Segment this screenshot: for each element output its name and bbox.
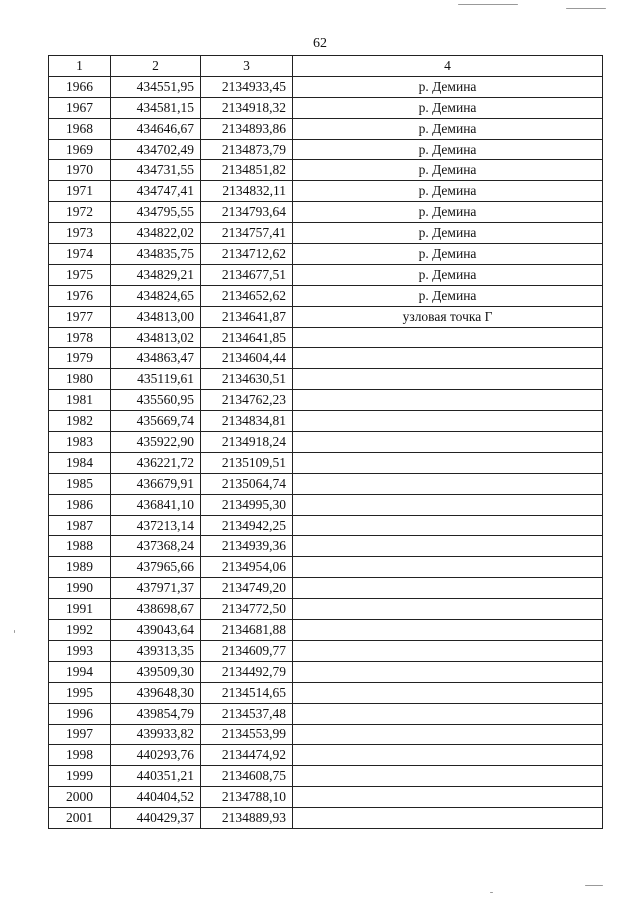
x-coordinate-cell: 438698,67 — [111, 599, 201, 620]
description-cell — [293, 536, 603, 557]
column-header-point-number: 1 — [49, 56, 111, 77]
point-number-cell: 1973 — [49, 223, 111, 244]
point-number-cell: 1990 — [49, 578, 111, 599]
x-coordinate-cell: 434813,02 — [111, 327, 201, 348]
x-coordinate-cell: 440293,76 — [111, 745, 201, 766]
description-cell: узловая точка Г — [293, 306, 603, 327]
x-coordinate-cell: 434646,67 — [111, 118, 201, 139]
point-number-cell: 1992 — [49, 620, 111, 641]
x-coordinate-cell: 439854,79 — [111, 703, 201, 724]
y-coordinate-cell: 2134834,81 — [201, 411, 293, 432]
table-row — [49, 76, 603, 97]
description-cell — [293, 578, 603, 599]
description-cell: р. Демина — [293, 264, 603, 285]
y-coordinate-cell: 2134474,92 — [201, 745, 293, 766]
point-number-cell: 1969 — [49, 139, 111, 160]
table-row — [49, 118, 603, 139]
point-number-cell: 2001 — [49, 808, 111, 829]
column-header-description: 4 — [293, 56, 603, 77]
point-number-cell: 1988 — [49, 536, 111, 557]
table-row — [49, 640, 603, 661]
scan-speck — [566, 8, 606, 9]
y-coordinate-cell: 2134749,20 — [201, 578, 293, 599]
x-coordinate-cell: 437213,14 — [111, 515, 201, 536]
y-coordinate-cell: 2134641,85 — [201, 327, 293, 348]
description-cell — [293, 411, 603, 432]
y-coordinate-cell: 2134652,62 — [201, 285, 293, 306]
description-cell — [293, 473, 603, 494]
point-number-cell: 1989 — [49, 557, 111, 578]
y-coordinate-cell: 2134681,88 — [201, 620, 293, 641]
point-number-cell: 2000 — [49, 787, 111, 808]
y-coordinate-cell: 2135064,74 — [201, 473, 293, 494]
point-number-cell: 1967 — [49, 97, 111, 118]
table-row — [49, 411, 603, 432]
table-row — [49, 432, 603, 453]
table-row — [49, 557, 603, 578]
description-cell — [293, 515, 603, 536]
point-number-cell: 1966 — [49, 76, 111, 97]
table-row — [49, 181, 603, 202]
table-row — [49, 306, 603, 327]
table-row — [49, 285, 603, 306]
table-row — [49, 369, 603, 390]
point-number-cell: 1974 — [49, 244, 111, 265]
page-number: 62 — [313, 36, 327, 51]
description-cell — [293, 745, 603, 766]
table-row — [49, 745, 603, 766]
x-coordinate-cell: 440351,21 — [111, 766, 201, 787]
point-number-cell: 1995 — [49, 682, 111, 703]
y-coordinate-cell: 2134537,48 — [201, 703, 293, 724]
y-coordinate-cell: 2134772,50 — [201, 599, 293, 620]
y-coordinate-cell: 2134995,30 — [201, 494, 293, 515]
point-number-cell: 1984 — [49, 452, 111, 473]
description-cell — [293, 661, 603, 682]
description-cell — [293, 620, 603, 641]
description-cell — [293, 348, 603, 369]
x-coordinate-cell: 439313,35 — [111, 640, 201, 661]
y-coordinate-cell: 2134918,24 — [201, 432, 293, 453]
y-coordinate-cell: 2134641,87 — [201, 306, 293, 327]
description-cell — [293, 452, 603, 473]
description-cell: р. Демина — [293, 118, 603, 139]
point-number-cell: 1983 — [49, 432, 111, 453]
y-coordinate-cell: 2134757,41 — [201, 223, 293, 244]
point-number-cell: 1968 — [49, 118, 111, 139]
table-row — [49, 661, 603, 682]
description-cell — [293, 327, 603, 348]
x-coordinate-cell: 434747,41 — [111, 181, 201, 202]
table-row — [49, 599, 603, 620]
x-coordinate-cell: 434702,49 — [111, 139, 201, 160]
table-row — [49, 787, 603, 808]
description-cell: р. Демина — [293, 244, 603, 265]
y-coordinate-cell: 2134762,23 — [201, 390, 293, 411]
point-number-cell: 1971 — [49, 181, 111, 202]
point-number-cell: 1986 — [49, 494, 111, 515]
table-row — [49, 494, 603, 515]
coordinates-table — [48, 55, 603, 829]
description-cell: р. Демина — [293, 285, 603, 306]
y-coordinate-cell: 2134893,86 — [201, 118, 293, 139]
description-cell — [293, 808, 603, 829]
point-number-cell: 1998 — [49, 745, 111, 766]
x-coordinate-cell: 434829,21 — [111, 264, 201, 285]
table-row — [49, 139, 603, 160]
y-coordinate-cell: 2135109,51 — [201, 452, 293, 473]
description-cell: р. Демина — [293, 160, 603, 181]
table-row — [49, 620, 603, 641]
table-row — [49, 160, 603, 181]
x-coordinate-cell: 434551,95 — [111, 76, 201, 97]
y-coordinate-cell: 2134553,99 — [201, 724, 293, 745]
point-number-cell: 1991 — [49, 599, 111, 620]
description-cell — [293, 640, 603, 661]
description-cell — [293, 599, 603, 620]
point-number-cell: 1985 — [49, 473, 111, 494]
point-number-cell: 1970 — [49, 160, 111, 181]
y-coordinate-cell: 2134933,45 — [201, 76, 293, 97]
table-row — [49, 202, 603, 223]
y-coordinate-cell: 2134788,10 — [201, 787, 293, 808]
y-coordinate-cell: 2134677,51 — [201, 264, 293, 285]
y-coordinate-cell: 2134492,79 — [201, 661, 293, 682]
table-row — [49, 390, 603, 411]
point-number-cell: 1972 — [49, 202, 111, 223]
description-cell — [293, 766, 603, 787]
description-cell — [293, 369, 603, 390]
description-cell: р. Демина — [293, 76, 603, 97]
table-row — [49, 682, 603, 703]
description-cell — [293, 432, 603, 453]
description-cell: р. Демина — [293, 202, 603, 223]
x-coordinate-cell: 439648,30 — [111, 682, 201, 703]
column-header-y-coordinate: 3 — [201, 56, 293, 77]
x-coordinate-cell: 440429,37 — [111, 808, 201, 829]
description-cell — [293, 682, 603, 703]
x-coordinate-cell: 436221,72 — [111, 452, 201, 473]
x-coordinate-cell: 435669,74 — [111, 411, 201, 432]
table-row — [49, 724, 603, 745]
y-coordinate-cell: 2134889,93 — [201, 808, 293, 829]
y-coordinate-cell: 2134514,65 — [201, 682, 293, 703]
x-coordinate-cell: 439509,30 — [111, 661, 201, 682]
y-coordinate-cell: 2134832,11 — [201, 181, 293, 202]
table-row — [49, 223, 603, 244]
description-cell — [293, 787, 603, 808]
description-cell — [293, 390, 603, 411]
point-number-cell: 1997 — [49, 724, 111, 745]
table-row — [49, 766, 603, 787]
description-cell — [293, 557, 603, 578]
y-coordinate-cell: 2134939,36 — [201, 536, 293, 557]
x-coordinate-cell: 437971,37 — [111, 578, 201, 599]
table-row — [49, 703, 603, 724]
description-cell: р. Демина — [293, 139, 603, 160]
x-coordinate-cell: 439933,82 — [111, 724, 201, 745]
x-coordinate-cell: 434813,00 — [111, 306, 201, 327]
description-cell — [293, 724, 603, 745]
x-coordinate-cell: 436841,10 — [111, 494, 201, 515]
point-number-cell: 1979 — [49, 348, 111, 369]
scan-speck — [458, 4, 518, 5]
x-coordinate-cell: 435560,95 — [111, 390, 201, 411]
table-row — [49, 264, 603, 285]
y-coordinate-cell: 2134918,32 — [201, 97, 293, 118]
table-row — [49, 578, 603, 599]
x-coordinate-cell: 434824,65 — [111, 285, 201, 306]
point-number-cell: 1987 — [49, 515, 111, 536]
y-coordinate-cell: 2134793,64 — [201, 202, 293, 223]
table-row — [49, 244, 603, 265]
scan-speck — [585, 885, 603, 886]
table-row — [49, 473, 603, 494]
point-number-cell: 1981 — [49, 390, 111, 411]
x-coordinate-cell: 436679,91 — [111, 473, 201, 494]
y-coordinate-cell: 2134604,44 — [201, 348, 293, 369]
table-row — [49, 536, 603, 557]
table-header-row — [49, 56, 603, 77]
y-coordinate-cell: 2134712,62 — [201, 244, 293, 265]
x-coordinate-cell: 434835,75 — [111, 244, 201, 265]
x-coordinate-cell: 435922,90 — [111, 432, 201, 453]
scan-speck — [490, 892, 493, 893]
y-coordinate-cell: 2134630,51 — [201, 369, 293, 390]
x-coordinate-cell: 434795,55 — [111, 202, 201, 223]
description-cell — [293, 494, 603, 515]
column-header-x-coordinate: 2 — [111, 56, 201, 77]
x-coordinate-cell: 434822,02 — [111, 223, 201, 244]
x-coordinate-cell: 437368,24 — [111, 536, 201, 557]
description-cell — [293, 703, 603, 724]
table-body — [49, 76, 603, 828]
description-cell: р. Демина — [293, 97, 603, 118]
x-coordinate-cell: 435119,61 — [111, 369, 201, 390]
point-number-cell: 1993 — [49, 640, 111, 661]
x-coordinate-cell: 434863,47 — [111, 348, 201, 369]
table-row — [49, 808, 603, 829]
table-row — [49, 97, 603, 118]
point-number-cell: 1976 — [49, 285, 111, 306]
point-number-cell: 1980 — [49, 369, 111, 390]
x-coordinate-cell: 440404,52 — [111, 787, 201, 808]
point-number-cell: 1975 — [49, 264, 111, 285]
y-coordinate-cell: 2134609,77 — [201, 640, 293, 661]
x-coordinate-cell: 434581,15 — [111, 97, 201, 118]
x-coordinate-cell: 434731,55 — [111, 160, 201, 181]
table-row — [49, 452, 603, 473]
y-coordinate-cell: 2134873,79 — [201, 139, 293, 160]
description-cell: р. Демина — [293, 223, 603, 244]
y-coordinate-cell: 2134608,75 — [201, 766, 293, 787]
point-number-cell: 1977 — [49, 306, 111, 327]
description-cell: р. Демина — [293, 181, 603, 202]
y-coordinate-cell: 2134942,25 — [201, 515, 293, 536]
point-number-cell: 1994 — [49, 661, 111, 682]
point-number-cell: 1999 — [49, 766, 111, 787]
table-row — [49, 327, 603, 348]
point-number-cell: 1978 — [49, 327, 111, 348]
x-coordinate-cell: 437965,66 — [111, 557, 201, 578]
y-coordinate-cell: 2134851,82 — [201, 160, 293, 181]
table-row — [49, 348, 603, 369]
scan-speck — [14, 630, 15, 633]
x-coordinate-cell: 439043,64 — [111, 620, 201, 641]
point-number-cell: 1982 — [49, 411, 111, 432]
y-coordinate-cell: 2134954,06 — [201, 557, 293, 578]
table-row — [49, 515, 603, 536]
point-number-cell: 1996 — [49, 703, 111, 724]
